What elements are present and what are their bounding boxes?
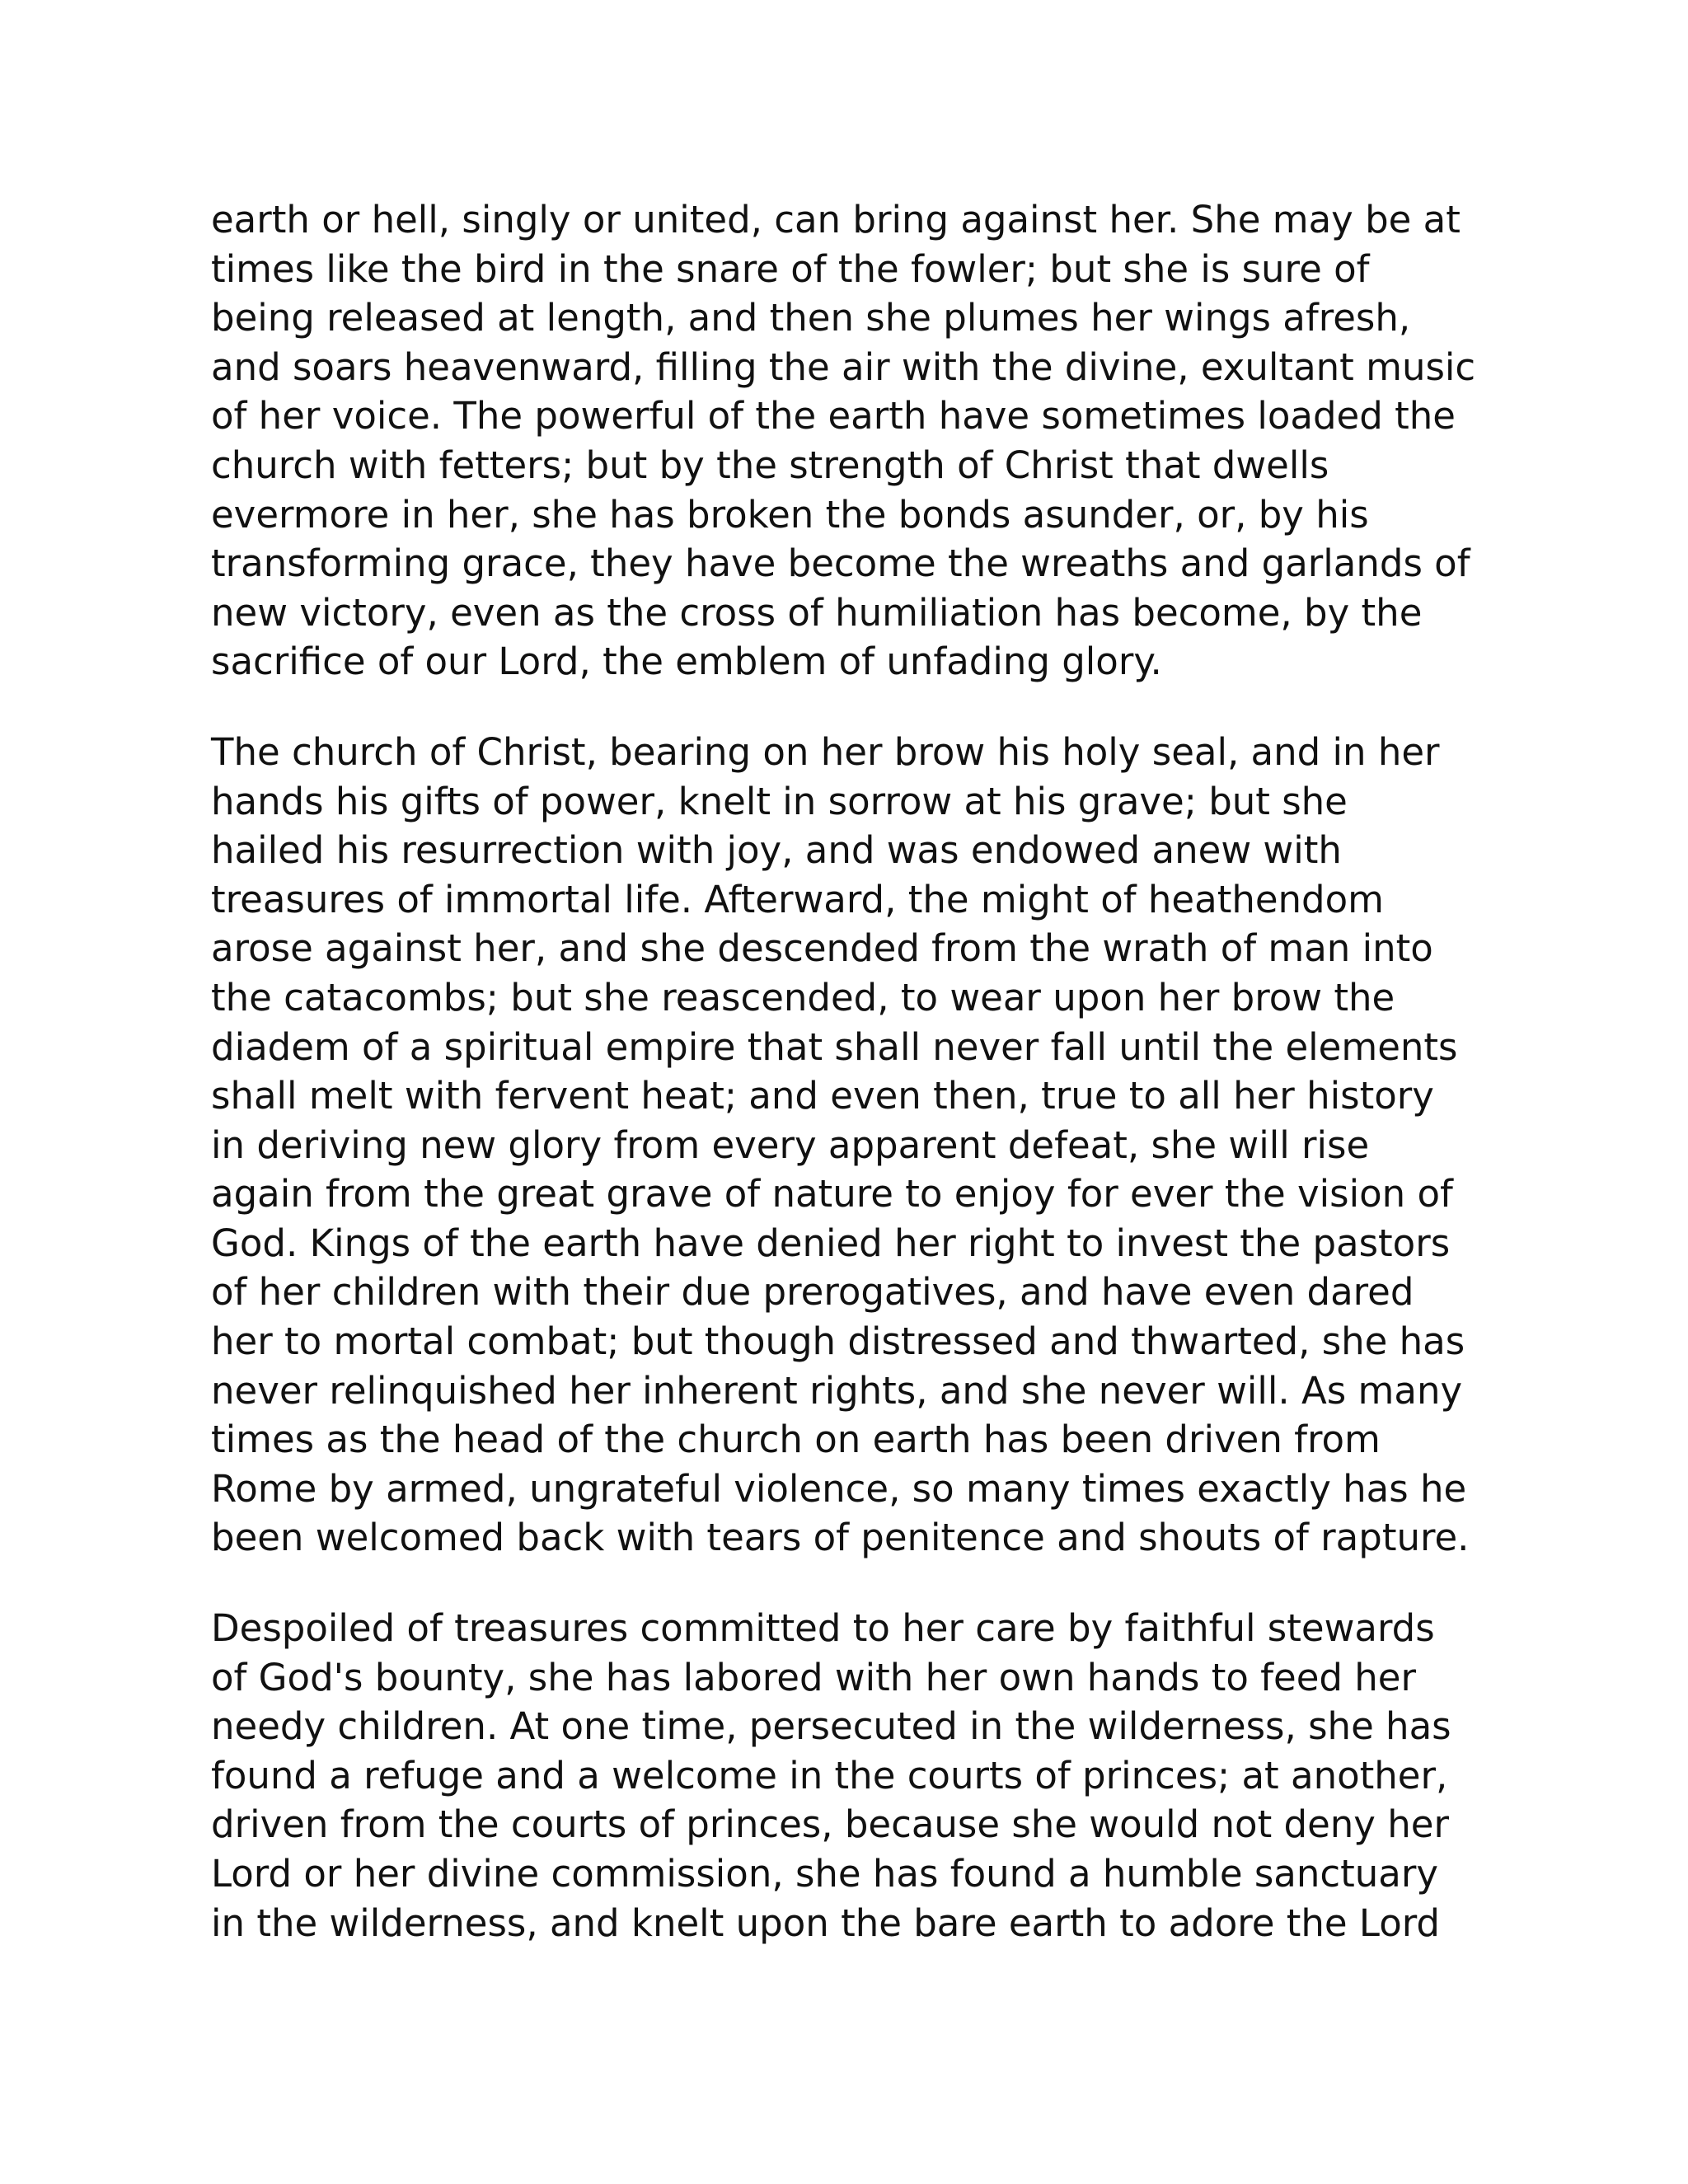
text-line: earth or hell, singly or united, can bring against her. She may be at	[211, 198, 1461, 241]
text-line: been welcomed back with tears of penitence and shouts of rapture.	[211, 1516, 1470, 1560]
text-line: hailed his resurrection with joy, and was endowed anew with	[211, 828, 1342, 873]
text-line: of God's bounty, she has labored with her own hands to feed her	[211, 1655, 1416, 1699]
text-line: new victory, even as the cross of humiliation has become, by the	[211, 590, 1423, 635]
text-line: Lord or her divine commission, she has found a humble sanctuary	[211, 1852, 1438, 1896]
text-line: of her children with their due prerogatives, and have even dared	[211, 1270, 1414, 1315]
text-line: church with fetters; but by the strength of Christ that dwells	[211, 443, 1329, 487]
text-line: being released at length, and then she plumes her wings afresh,	[211, 296, 1411, 340]
text-line: The church of Christ, bearing on her brow his holy seal, and in her	[211, 729, 1440, 774]
text-line: in deriving new glory from every apparent defeat, she will rise	[211, 1122, 1370, 1167]
text-line: times as the head of the church on earth has been driven from	[211, 1418, 1381, 1462]
text-line: sacrifice of our Lord, the emblem of unfading glory.	[211, 640, 1162, 684]
text-line: diadem of a spiritual empire that shall never fall until the elements	[211, 1024, 1458, 1069]
paragraph-spacer	[211, 1563, 1497, 1604]
text-line: arose against her, and she descended from the wrath of man into	[211, 926, 1433, 971]
text-line: Rome by armed, ungrateful violence, so many times exactly has he	[211, 1466, 1467, 1511]
paragraph-1	[211, 195, 1497, 687]
paragraph-2	[211, 728, 1497, 1563]
text-line: her to mortal combat; but though distressed and thwarted, she has	[211, 1319, 1465, 1364]
text-line: driven from the courts of princes, because she would not deny her	[211, 1802, 1449, 1847]
text-line: times like the bird in the snare of the fowler; but she is sure of	[211, 246, 1370, 291]
text-line: hands his gifts of power, knelt in sorrow at his grave; but she	[211, 779, 1348, 823]
text-line: never relinquished her inherent rights, and she never will. As many	[211, 1368, 1463, 1413]
text-line: Despoiled of treasures committed to her care by faithful stewards	[211, 1606, 1435, 1651]
text-line: the catacombs; but she reascended, to wear upon her brow the	[211, 975, 1395, 1019]
text-line: and soars heavenward, filling the air with the divine, exultant music	[211, 344, 1476, 389]
paragraph-3	[211, 1604, 1497, 1947]
body-text	[211, 195, 1497, 1947]
text-line: evermore in her, she has broken the bonds asunder, or, by his	[211, 492, 1369, 537]
text-line: of her voice. The powerful of the earth have sometimes loaded the	[211, 394, 1456, 438]
text-line: in the wilderness, and knelt upon the bare earth to adore the Lord	[211, 1900, 1440, 1945]
text-line: found a refuge and a welcome in the courts of princes; at another,	[211, 1753, 1448, 1797]
text-line: treasures of immortal life. Afterward, the might of heathendom	[211, 877, 1384, 921]
text-line: shall melt with fervent heat; and even then, true to all her history	[211, 1074, 1434, 1118]
text-line: again from the great grave of nature to enjoy for ever the vision of	[211, 1172, 1453, 1216]
text-line: transforming grace, they have become the wreaths and garlands of	[211, 541, 1470, 586]
paragraph-spacer	[211, 687, 1497, 728]
text-line: God. Kings of the earth have denied her right to invest the pastors	[211, 1221, 1451, 1265]
text-line: needy children. At one time, persecuted in the wilderness, she has	[211, 1704, 1451, 1749]
